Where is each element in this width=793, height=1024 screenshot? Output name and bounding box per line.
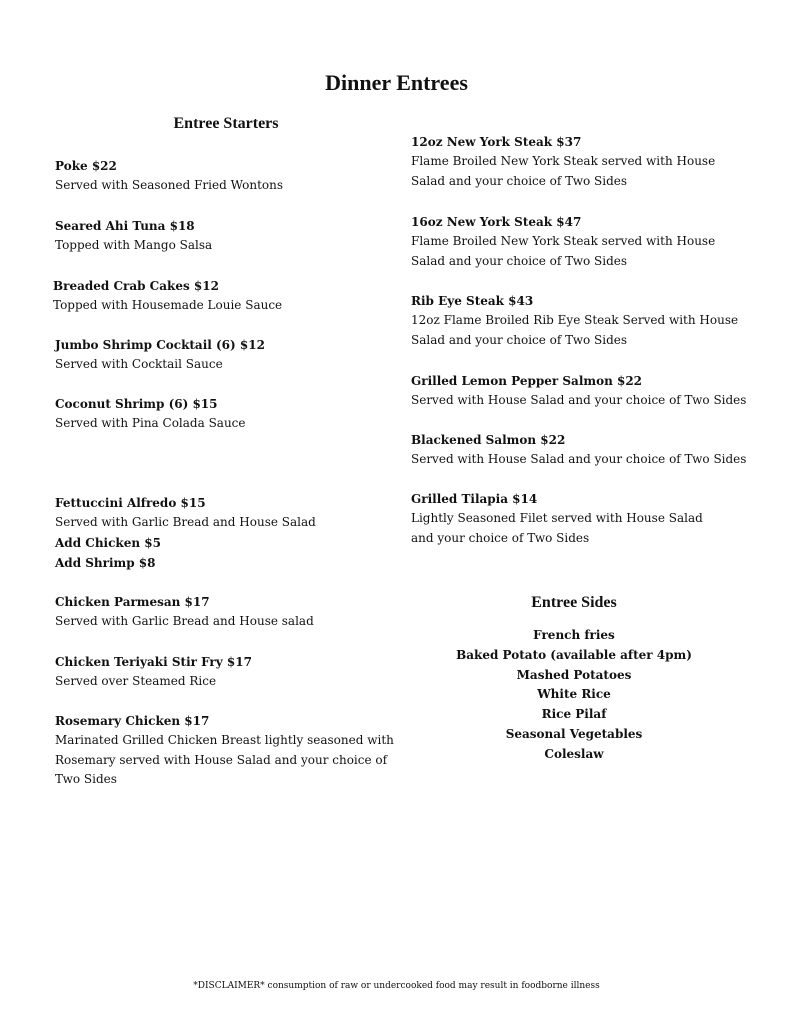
item-name: 16oz New York Steak $47 [411,215,582,229]
item-description: Topped with Housemade Louie Sauce [53,298,283,312]
item-description: 12oz Flame Broiled Rib Eye Steak Served with House Salad and your choice of Two Sides [411,313,739,347]
item-name: Coconut Shrimp (6) $15 [55,397,218,411]
side-item: White Rice [537,687,611,702]
menu-item-rib-eye-steak [411,291,746,350]
item-name: Seared Ahi Tuna $18 [55,219,195,233]
item-description: Served with Cocktail Sauce [55,357,223,371]
item-description: Flame Broiled New York Steak served with House Salad and your choice of Two Sides [411,154,716,188]
page-title: Dinner Entrees [325,70,468,95]
item-description: Served over Steamed Rice [55,674,217,688]
item-description: Served with Garlic Bread and House salad [55,614,314,628]
menu-item-rosemary-chicken [55,711,403,790]
item-name: Jumbo Shrimp Cocktail (6) $12 [55,338,265,352]
menu-item-grilled-lemon-pepper-salmon [411,371,751,411]
item-name: Chicken Parmesan $17 [55,595,210,609]
item-description: Marinated Grilled Chicken Breast lightly seasoned with Rosemary served with House Salad and your choice of Two Sides [55,733,394,786]
menu-item-jumbo-shrimp-cocktail [55,335,385,375]
side-item: Seasonal Vegetables [505,726,643,741]
menu-item-chicken-teriyaki-stir-fry [55,652,395,692]
sides-heading: Entree Sides [531,594,617,611]
side-item: Baked Potato (available after 4pm) [456,647,692,662]
menu-item-blackened-salmon [411,430,751,470]
menu-item-12oz-new-york-steak [411,132,746,191]
item-description: Served with Pina Colada Sauce [55,416,246,430]
sides-list [424,626,724,765]
side-item: Rice Pilaf [541,707,607,722]
item-name: Breaded Crab Cakes $12 [53,279,219,293]
item-name: Grilled Lemon Pepper Salmon $22 [411,374,643,388]
item-name: Rib Eye Steak $43 [411,294,534,308]
item-description: Served with House Salad and your choice of Two Sides [411,452,747,466]
item-name: 12oz New York Steak $37 [411,135,582,149]
add-on-shrimp: Add Shrimp $8 [55,555,156,570]
item-description: Flame Broiled New York Steak served with House Salad and your choice of Two Sides [411,234,716,268]
item-name: Blackened Salmon $22 [411,433,566,447]
menu-item-poke [55,156,385,196]
side-item: Mashed Potatoes [516,667,632,682]
menu-item-16oz-new-york-steak [411,212,746,271]
item-description: Served with House Salad and your choice of Two Sides [411,393,747,407]
starters-heading: Entree Starters [173,115,279,132]
disclaimer: *DISCLAIMER* consumption of raw or undercooked food may result in foodborne illness [193,981,600,991]
item-name: Chicken Teriyaki Stir Fry $17 [55,655,252,669]
item-description: Served with Seasoned Fried Wontons [55,178,283,192]
item-description: Lightly Seasoned Filet served with House Salad and your choice of Two Sides [411,511,703,545]
menu-item-chicken-parmesan [55,592,395,632]
item-description: Topped with Mango Salsa [55,238,213,252]
side-item: French fries [533,628,615,642]
add-on-chicken: Add Chicken $5 [55,535,161,550]
menu-item-coconut-shrimp [55,394,385,434]
menu-item-grilled-tilapia [411,489,721,548]
menu-item-breaded-crab-cakes [53,276,383,316]
side-item: Coleslaw [544,746,604,761]
item-name: Fettuccini Alfredo $15 [55,496,206,510]
menu-item-seared-ahi-tuna [55,216,385,256]
item-name: Rosemary Chicken $17 [55,714,210,728]
item-description: Served with Garlic Bread and House Salad [55,515,316,529]
menu-item-fettuccini-alfredo [55,493,395,573]
item-name: Grilled Tilapia $14 [411,492,538,506]
item-name: Poke $22 [55,159,117,173]
